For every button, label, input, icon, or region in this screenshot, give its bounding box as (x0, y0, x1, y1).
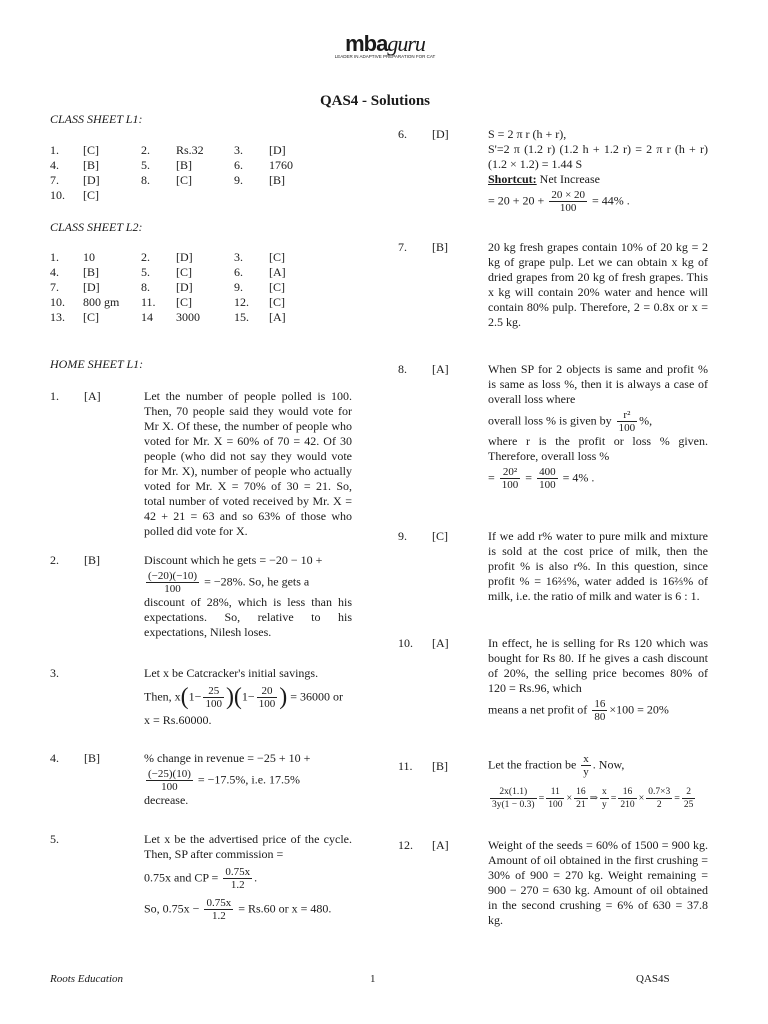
question-number: 2. (141, 143, 150, 157)
question-number: 6. (234, 158, 243, 172)
answer-value: [D] (176, 250, 193, 264)
solution-line: Then, x (144, 689, 181, 704)
fraction: $\frac{0.7\times 3}{2}$ (648, 787, 671, 810)
question-number: 3. (234, 250, 243, 264)
answer-value: [C] (269, 295, 285, 309)
fraction: $\frac{25}{100}$ (205, 685, 222, 710)
answer-value: [C] (269, 250, 285, 264)
answer-value: 1760 (269, 158, 293, 172)
fraction: $\frac{16}{21}$ (576, 787, 586, 810)
answer-row (50, 173, 319, 188)
solution-8 (398, 362, 718, 491)
question-number: 15. (234, 310, 249, 324)
answer-option: [D] (432, 127, 449, 141)
solution-10 (398, 636, 718, 723)
question-number: 7. (398, 240, 407, 254)
answer-row (50, 188, 319, 203)
question-number: 11. (398, 759, 413, 773)
answer-option: [A] (432, 362, 449, 376)
solution-line: = 20 + 20 + (488, 193, 545, 208)
mbaguru-logo (310, 31, 460, 59)
question-number: 10. (50, 188, 65, 202)
answer-row (50, 280, 319, 295)
solution-line: = 4% . (562, 470, 595, 485)
answer-row (50, 295, 319, 310)
solution-text (144, 553, 352, 640)
question-number: 2. (141, 250, 150, 264)
solution-9 (398, 529, 718, 604)
class-sheet-l2-answers (50, 250, 319, 325)
answer-option: [B] (84, 751, 100, 765)
solution-line: When SP for 2 objects is same and profit % is same as loss %, then it is always a case of overall loss where (488, 362, 708, 406)
solution-line: Let x be the advertised price of the cycle. Then, SP after commission = (144, 832, 352, 861)
logo-word-italic: guru (387, 31, 425, 56)
question-number: 1. (50, 250, 59, 264)
answer-value: [D] (269, 143, 286, 157)
question-number: 3. (50, 666, 59, 680)
question-number: 7. (50, 173, 59, 187)
fraction: $\frac{400}{100}$ (539, 466, 556, 491)
answer-value: [B] (269, 173, 285, 187)
logo-word-bold: mba (345, 31, 388, 56)
fraction: $\frac{(-20)(-10)}{100}$ (148, 570, 198, 595)
question-number: 4. (50, 158, 59, 172)
solution-line: S'=2 π (1.2 r) (1.2 h + 1.2 r) = 2 π r (h + r) (1.2 × 1.2) = 1.44 S (488, 142, 708, 171)
solution-line: % change in revenue = −25 + 10 + (144, 751, 311, 765)
question-number: 2. (50, 553, 59, 567)
fraction: $\frac{20 \times 20}{100}$ (551, 189, 586, 214)
answer-row (50, 265, 319, 280)
solution-2 (50, 553, 352, 640)
solution-text: Let the fraction be $\frac{x}{y}$ . Now, $\frac{2x(1.1)}{3y(1 - 0.3)}$ = $\frac{11}{100}$ × $\frac{16}{21}$ ⇒ $\frac{x}{y}$ = $\frac{16}{210}$ × $\frac{0.7\times 3}{2}$ = $\frac{2}{25}$ (488, 753, 694, 810)
solution-line: 0.75x and CP = (144, 870, 219, 885)
question-number: 1. (50, 143, 59, 157)
answer-value: [D] (176, 280, 193, 294)
question-number: 7. (50, 280, 59, 294)
solution-line: = Rs.60 or x = 480. (238, 901, 332, 916)
question-number (234, 188, 269, 203)
solution-line: Let the fraction be (488, 757, 577, 772)
question-number: 4. (50, 751, 59, 765)
solution-11 (398, 753, 718, 811)
question-number: 3. (234, 143, 243, 157)
answer-value: [B] (83, 265, 99, 279)
question-number: 9. (234, 280, 243, 294)
page-number: 1 (370, 973, 376, 985)
question-number: 14 (141, 310, 153, 324)
solution-6 (398, 127, 718, 214)
solution-text: Let x be the advertised price of the cycle. Then, SP after commission = 0.75x and CP = $\frac{0.75x}{1.2}$ . So, 0.75x − $\frac{0.75x}{1.2}$ = Rs.60 or x = 480. (144, 832, 352, 922)
page-title: QAS4 - Solutions (319, 93, 431, 109)
fraction: $\frac{20}{100}$ (258, 685, 276, 710)
footer-code: QAS4S (636, 973, 670, 985)
answer-row (50, 310, 319, 325)
answer-value: [B] (83, 158, 99, 172)
answer-option (84, 666, 144, 728)
question-number: 4. (50, 265, 59, 279)
solution-text: 20 kg fresh grapes contain 10% of 20 kg = 2 kg of grape pulp. Let we can obtain x kg of dried grapes from 20 kg of fresh grapes. This x kg will contain 20% water and hence will contain 80% pulp. Therefore, 2 = 0.8x or x = 2.5 kg. (488, 240, 708, 329)
question-number: 5. (141, 265, 150, 279)
solution-line: So, 0.75x − (144, 901, 200, 916)
solution-text: When SP for 2 objects is same and profit % is same as loss %, then it is always a case of overall loss where overall loss % is given by $\frac{\text{r²}}{100}$ %, where r is the profit or loss % given. Therefore, overall loss % = $\frac{\text{20²}}{100}$ = $\frac{400}{100}$ = 4% . (488, 362, 708, 491)
question-number: 5. (50, 832, 59, 846)
fraction: $\frac{11}{100}$ (548, 787, 563, 810)
question-number: 13. (50, 310, 65, 324)
question-number: 11. (141, 295, 156, 309)
solution-line: In effect, he is selling for Rs 120 which was bought for Rs 80. If he gives a cash discount of 20%, the selling price becomes 80% of 120 = Rs.96, which (488, 636, 708, 695)
fraction: $\frac{\text{r²}}{100}$ (618, 409, 636, 434)
solution-7 (398, 240, 718, 330)
question-number: 5. (141, 158, 150, 172)
footer-publisher: Roots Education (50, 973, 124, 985)
question-number: 9. (234, 173, 243, 187)
answer-option: [B] (432, 759, 448, 773)
question-number: 6. (234, 265, 243, 279)
fraction: $\frac{(-25)(10)}{100}$ (148, 768, 191, 793)
question-number: 12. (398, 838, 413, 852)
fraction: $\frac{2}{25}$ (683, 787, 694, 810)
question-number: 1. (50, 389, 59, 403)
solution-text: Let the number of people polled is 100. Then, 70 people said they would vote for Mr X. Of these, the number of people who voted for Mr. X = 60% of 70 = 42. Of 30 people (who did not say they would vote for Mr. X), number of people who actually voted for Mr. X = 70% of 30 = 21. So, total number of voted received by Mr. X = 42 + 21 = 63 and so 63% of those who polled did vote for X. (144, 389, 352, 538)
solution-line: Let x be Catcracker's initial savings. (144, 666, 319, 680)
fraction: $\frac{\text{20²}}{100}$ (501, 466, 519, 491)
answer-option (84, 832, 144, 922)
question-number: 10. (50, 295, 65, 309)
solution-line: where r is the profit or loss % given. Therefore, overall loss % (488, 434, 708, 463)
answer-value (269, 188, 319, 203)
solution-line: S = 2 π r (h + r), (488, 127, 567, 141)
solution-line: decrease. (144, 793, 189, 807)
fraction: $\frac{0.75x}{1.2}$ (206, 897, 232, 922)
question-number: 6. (398, 127, 407, 141)
solution-4 (50, 751, 352, 808)
answer-row (50, 158, 319, 173)
fraction: $\frac{16}{80}$ (594, 698, 606, 723)
fraction: $\frac{0.75x}{1.2}$ (225, 866, 251, 891)
solution-line: discount of 28%, which is less than his expectations. So, relative to his expectations, Nilesh loses. (144, 595, 352, 639)
solution-line: . Now, (592, 757, 625, 772)
solution-line: %, (639, 413, 653, 428)
solution-text: If we add r% water to pure milk and mixture is sold at the cost price of milk, then the profit % is also r%. In this question, since profit % = 16⅔%, water added is 16⅔% of milk, i.e. the ratio of milk and water is 6 : 1. (488, 529, 708, 603)
solution-text (144, 751, 352, 808)
answer-option: [C] (432, 529, 448, 543)
fraction: $\frac{x}{y}$ (583, 753, 589, 778)
solution-line: x = Rs.60000. (144, 713, 212, 727)
answer-row (50, 143, 319, 158)
solution-line: ×100 = 20% (609, 702, 669, 717)
logo-tagline: LEADER IN ADAPTIVE PREPARATION FOR CAT (334, 54, 436, 59)
question-number: 10. (398, 636, 413, 650)
fraction: $\frac{x}{y}$ (601, 787, 607, 810)
answer-option: [A] (432, 838, 449, 852)
answer-row (50, 250, 319, 265)
question-number: 12. (234, 295, 249, 309)
answer-value: [A] (269, 265, 286, 279)
answer-value: [C] (176, 265, 192, 279)
answer-option: [A] (84, 389, 101, 403)
class-sheet-l1-heading: CLASS SHEET L1: (50, 112, 143, 126)
answer-value: [C] (83, 188, 99, 202)
question-number: 8. (398, 362, 407, 376)
solution-line: = 36000 or (290, 689, 343, 704)
solution-text (488, 636, 708, 723)
solution-5 (50, 832, 352, 922)
answer-option: [B] (432, 240, 448, 254)
fraction: $\frac{2x(1.1)}{3y(1 - 0.3)}$ (492, 787, 535, 810)
solution-line: = 44% . (592, 193, 630, 208)
solution-line: means a net profit of (488, 702, 588, 717)
answer-value: [B] (176, 158, 192, 172)
fraction: $\frac{16}{210}$ (620, 787, 635, 810)
solution-line: Discount which he gets = −20 − 10 + (144, 553, 323, 567)
solution-line: = −28%. So, he gets a (204, 574, 310, 589)
answer-value: 3000 (176, 310, 200, 324)
answer-value: [C] (83, 310, 99, 324)
home-sheet-l1-heading: HOME SHEET L1: (50, 357, 144, 371)
answer-value: [C] (176, 295, 192, 309)
question-number: 8. (141, 173, 150, 187)
answer-value: [C] (83, 143, 99, 157)
solution-12 (398, 838, 718, 928)
solution-text: Weight of the seeds = 60% of 1500 = 900 kg. Amount of oil obtained in the first crushing = 30% of 900 = 270 kg. Weight remaining = 900 − 270 = 630 kg. Amount of oil obtained in the second crushing = 6% of 630 = 37.8 kg. (488, 838, 708, 927)
answer-option: [A] (432, 636, 449, 650)
answer-value: [A] (269, 310, 286, 324)
class-sheet-l1-answers (50, 143, 319, 203)
question-number: 9. (398, 529, 407, 543)
shortcut-label: Shortcut: (488, 172, 537, 186)
solution-3 (50, 666, 352, 728)
solution-1 (50, 389, 352, 539)
question-number: 8. (141, 280, 150, 294)
answer-value: Rs.32 (176, 143, 204, 157)
solution-text (488, 127, 708, 214)
answer-value: [D] (83, 280, 100, 294)
answer-value: [C] (269, 280, 285, 294)
answer-value: [C] (176, 173, 192, 187)
answer-option: [B] (84, 553, 100, 567)
answer-value: 800 gm (83, 295, 120, 309)
question-number (141, 188, 176, 203)
answer-value: 10 (83, 250, 95, 264)
answer-value: [D] (83, 173, 100, 187)
solution-line: Net Increase (536, 172, 600, 186)
answer-value (176, 188, 234, 203)
solution-line: = −17.5%, i.e. 17.5% (197, 772, 301, 787)
solution-text: Let x be Catcracker's initial savings. Then, x(1− $\frac{25}{100}$ )(1− $\frac{20}{100}$ ) = 36000 or x = Rs.60000. (144, 666, 352, 728)
solution-line: overall loss % is given by (488, 413, 612, 428)
class-sheet-l2-heading: CLASS SHEET L2: (50, 220, 143, 234)
